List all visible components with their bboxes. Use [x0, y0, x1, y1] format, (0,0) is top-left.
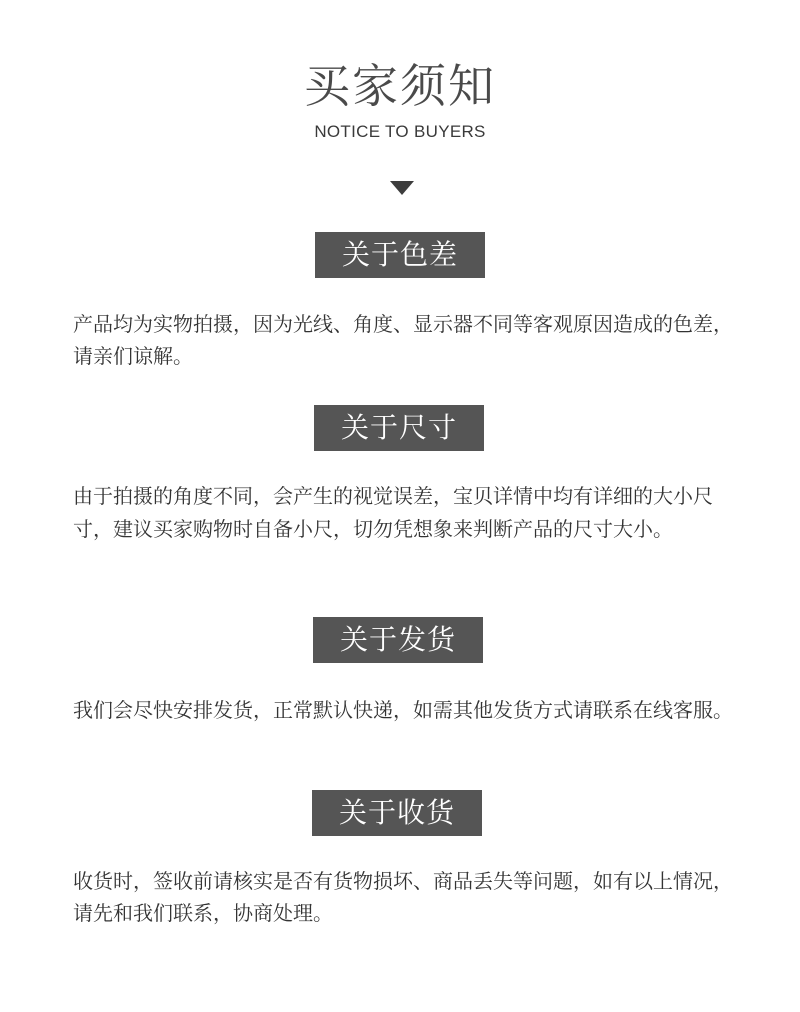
down-triangle-icon	[390, 181, 414, 195]
section-text-size: 由于拍摄的角度不同，会产生的视觉误差，宝贝详情中均有详细的大小尺寸，建议买家购物时自备小尺，切勿凭想象来判断产品的尺寸大小。	[73, 484, 713, 541]
section-label-receiving: 关于收货	[312, 790, 482, 836]
section-label-shipping: 关于发货	[313, 617, 483, 663]
section-text-shipping: 我们会尽快安排发货，正常默认快递，如需其他发货方式请联系在线客服。	[73, 698, 733, 722]
page-title: 买家须知	[304, 59, 496, 113]
section-text-color-difference: 产品均为实物拍摄，因为光线、角度、显示器不同等客观原因造成的色差，请亲们谅解。	[73, 312, 733, 368]
section-label-size: 关于尺寸	[314, 405, 484, 451]
page-subtitle: NOTICE TO BUYERS	[314, 122, 486, 141]
section-text-receiving: 收货时，签收前请核实是否有货物损坏、商品丢失等问题，如有以上情况，请先和我们联系，协商处理。	[73, 869, 733, 925]
section-label-color-difference: 关于色差	[315, 232, 485, 278]
